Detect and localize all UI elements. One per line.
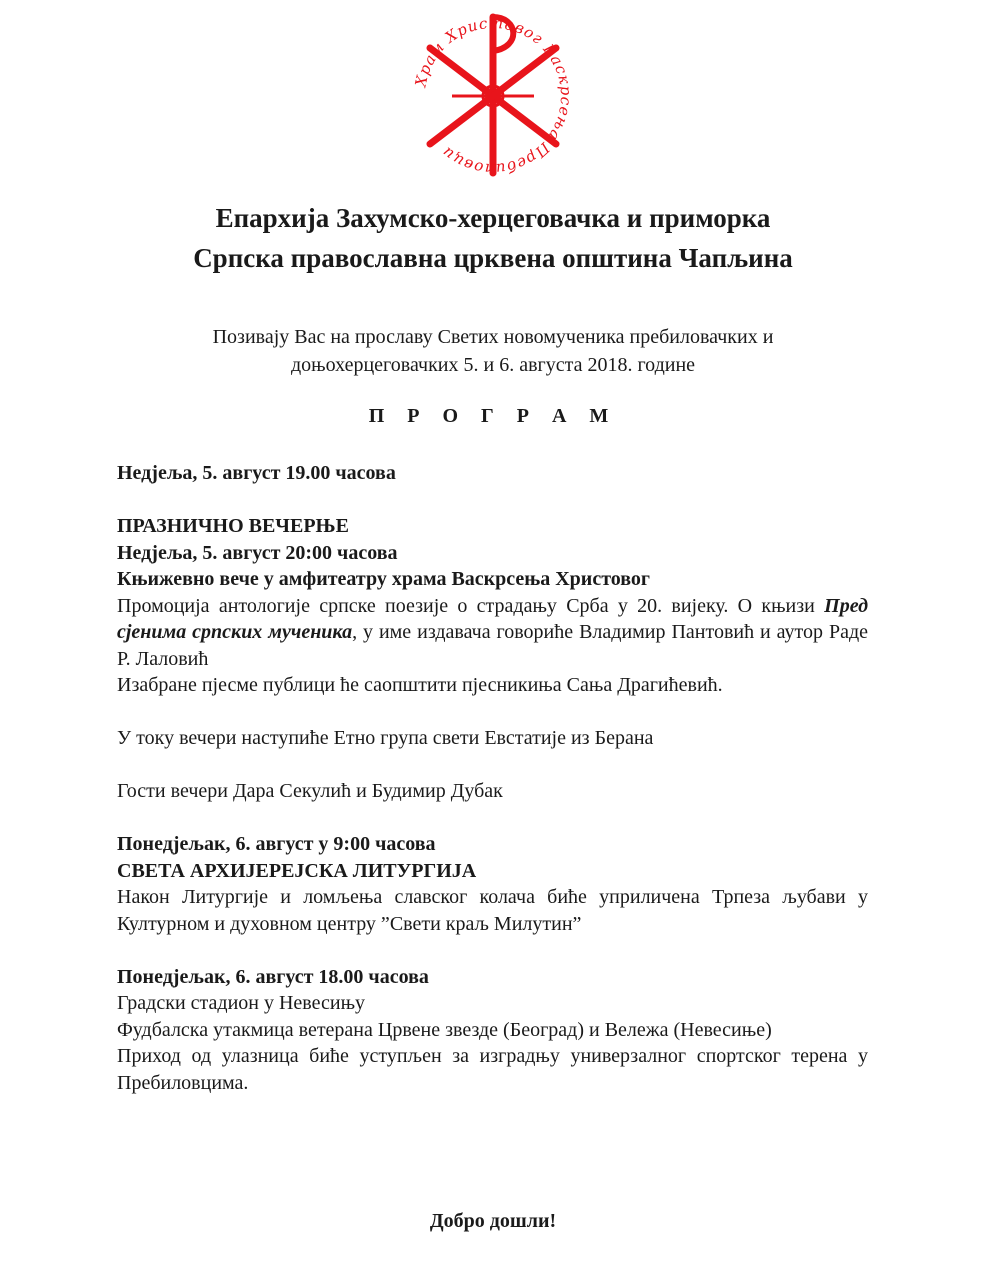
event-2-text-b: , у име издавача говориће Владимир Пантовић и аутор Раде Р. Лаловић: [117, 621, 868, 670]
event-2-subtitle: Књижевно вече у амфитеатру храма Васкрсења Христовог: [117, 568, 651, 590]
chi-rho-logo-icon: [400, 3, 586, 189]
program-content: [117, 460, 868, 1096]
logo-ring-text: Храм Христовог Васкрсења Пребиловци: [411, 13, 576, 179]
welcome-footer: Добро дошли!: [429, 1210, 557, 1232]
event-2-description: [117, 593, 868, 673]
event-2-text-a: Промоција антологије српске поезије о страдању Срба у 20. вијеку. О књизи: [117, 594, 825, 617]
event-4-location: Градски стадион у Невесињу: [117, 992, 366, 1014]
program-title: П Р О Г Р А М: [368, 405, 618, 427]
event-4-proceeds: Приход од улазница биће уступљен за изградњу универзалног спортског терена у Пребиловцима.: [117, 1045, 868, 1094]
event-2-reading: Изабране пјесме публици ће саопштити пјесникиња Сања Драгићевић.: [117, 674, 723, 696]
book-title: Пред сјенима српских мученика: [117, 594, 868, 643]
event-2-title: ПРАЗНИЧНО ВЕЧЕРЊЕ: [117, 515, 349, 537]
event-2-time: Недјеља, 5. август 20:00 часова: [117, 541, 398, 564]
event-2-performance: У току вечери наступиће Етно група свети Евстатије из Берана: [117, 727, 654, 749]
event-4-time: Понедјељак, 6. август 18.00 часова: [117, 965, 429, 988]
event-3-title: СВЕТА АРХИЈЕРЕЈСКА ЛИТУРГИЈА: [117, 859, 477, 882]
logo-graphic: [400, 3, 586, 189]
event-3-description: Након Литургије и ломљења славског колача биће уприличена Трпеза љубави у Културном и духовном центру ”Свети краљ Милутин”: [117, 886, 868, 935]
invitation-line-2: доњохерцеговачких 5. и 6. августа 2018. године: [290, 354, 696, 376]
invitation-line-1: Позивају Вас на прославу Светих новомученика пребиловачких и: [212, 326, 774, 348]
event-3-time: Понедјељак, 6. август у 9:00 часова: [117, 833, 436, 855]
parish-title: Српска православна црквена општина Чапљина: [193, 243, 793, 273]
event-1-time: Недјеља, 5. август 19.00 часова: [117, 462, 396, 484]
event-4-match: Фудбалска утакмица ветерана Црвене звезде (Београд) и Вележа (Невесиње): [117, 1018, 772, 1041]
event-2-guests: Гости вечери Дара Секулић и Будимир Дубак: [117, 780, 503, 802]
diocese-title: Епархија Захумско-херцеговачка и приморка: [215, 203, 771, 233]
